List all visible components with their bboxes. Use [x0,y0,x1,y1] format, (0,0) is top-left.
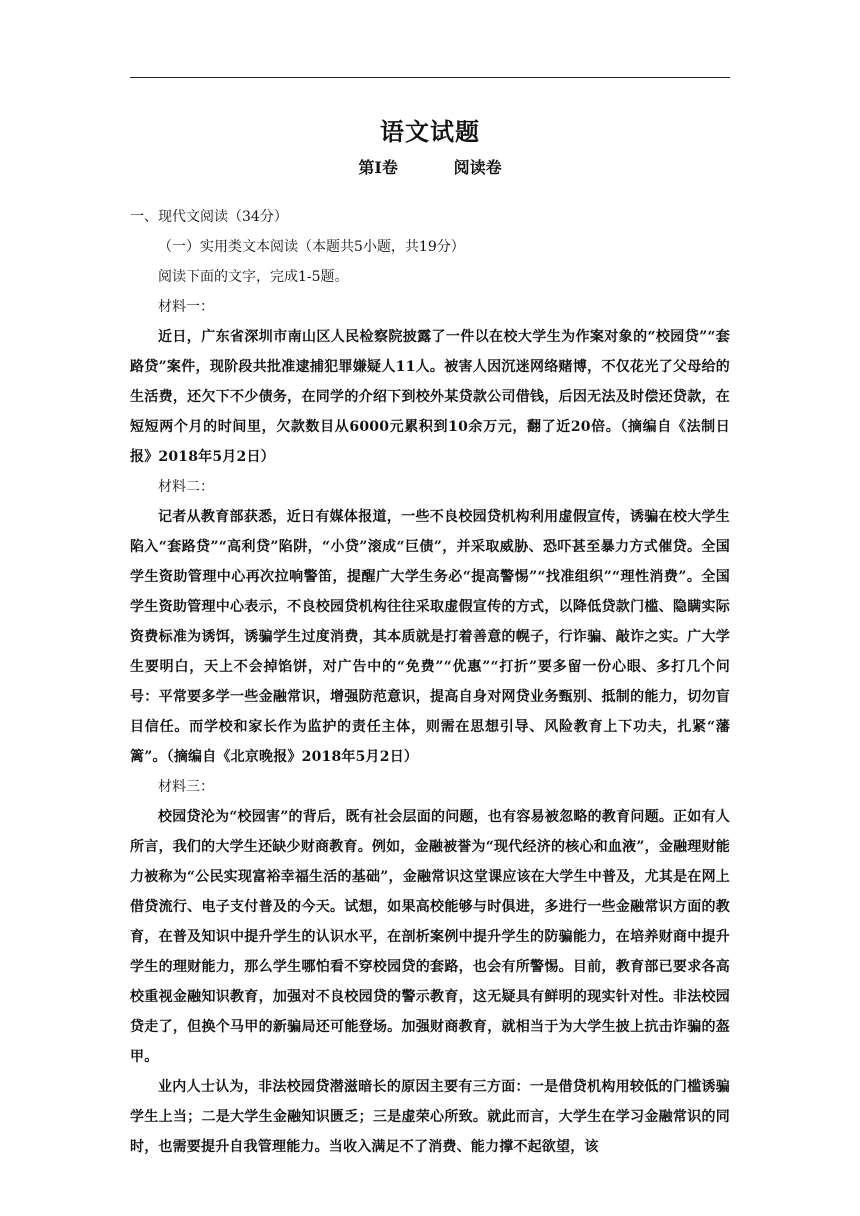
material-2-text: 记者从教育部获悉，近日有媒体报道，一些不良校园贷机构利用虚假宣传，诱骗在校大学生陷入“套路贷”“高利贷”陷阱，“小贷”滚成“巨债”，并采取威胁、恐吓甚至暴力方式催贷。全国学生资助管理中心再次拉响警笛，提醒广大学生务必“提高警惕”“找准组织”“理性消费”。全国学生资助管理中心表示，不良校园贷机构往往采取虚假宣传的方式，以降低贷款门槛、隐瞒实际资费标准为诱饵，诱骗学生过度消费，其本质就是打着善意的幌子，行诈骗、敲诈之实。广大学生要明白，天上不会掉馅饼，对广告中的“免费”“优惠”“打折”要多留一份心眼、多打几个问号：平常要多学一些金融常识，增强防范意识，提高自身对网贷业务甄别、抵制的能力，切勿盲目信任。而学校和家长作为监护的责任主体，则需在思想引导、风险教育上下功夫，扎紧“藩篱”。（摘编自《北京晚报》2018年5月2日） [130,509,730,765]
volume-heading: 第Ⅰ卷 阅读卷 [358,158,502,177]
material-1-text: 近日，广东省深圳市南山区人民检察院披露了一件以在校大学生为作案对象的“校园贷”“套路贷”案件，现阶段共批准逮捕犯罪嫌疑人11人。被害人因沉迷网络赌博，不仅花光了父母给的生活费，还欠下不少债务，在同学的介绍下到校外某贷款公司借钱，后因无法及时偿还贷款，在短短两个月的时间里，欠款数目从6000元累积到10余万元，翻了近20倍。（摘编自《法制日报》2018年5月2日） [130,329,730,465]
subsection-heading: （一）实用类文本阅读（本题共5小题，共19分） [158,239,465,255]
material-1-label: 材料一： [158,299,214,315]
section-heading: 一、现代文阅读（34分） [130,209,288,225]
header-rule [130,77,730,78]
instruction-text: 阅读下面的文字，完成1-5题。 [158,269,349,285]
material-2-label: 材料二： [158,479,214,495]
exam-content [130,202,730,1162]
material-3-paragraph-2: 业内人士认为，非法校园贷潜滋暗长的原因主要有三方面：一是借贷机构用较低的门槛诱骗学生上当；二是大学生金融知识匮乏；三是虚荣心所致。就此而言，大学生在学习金融常识的同时，也需要提升自我管理能力。当收入满足不了消费、能力撑不起欲望，该 [130,1079,730,1155]
material-3-label: 材料三： [158,779,214,795]
material-3-paragraph-1: 校园贷沦为“校园害”的背后，既有社会层面的问题，也有容易被忽略的教育问题。正如有人所言，我们的大学生还缺少财商教育。例如，金融被誉为“现代经济的核心和血液”，金融理财能力被称为“公民实现富裕幸福生活的基础”，金融常识这堂课应该在大学生中普及，尤其是在网上借贷流行、电子支付普及的今天。试想，如果高校能够与时俱进，多进行一些金融常识方面的教育，在普及知识中提升学生的认识水平，在剖析案例中提升学生的防骗能力，在培养财商中提升学生的理财能力，那么学生哪怕看不穿校园贷的套路，也会有所警惕。目前，教育部已要求各高校重视金融知识教育，加强对不良校园贷的警示教育，这无疑具有鲜明的现实针对性。非法校园贷走了，但换个马甲的新骗局还可能登场。加强财商教育，就相当于为大学生披上抗击诈骗的盔甲。 [130,809,730,1065]
exam-title: 语文试题 [380,117,480,146]
